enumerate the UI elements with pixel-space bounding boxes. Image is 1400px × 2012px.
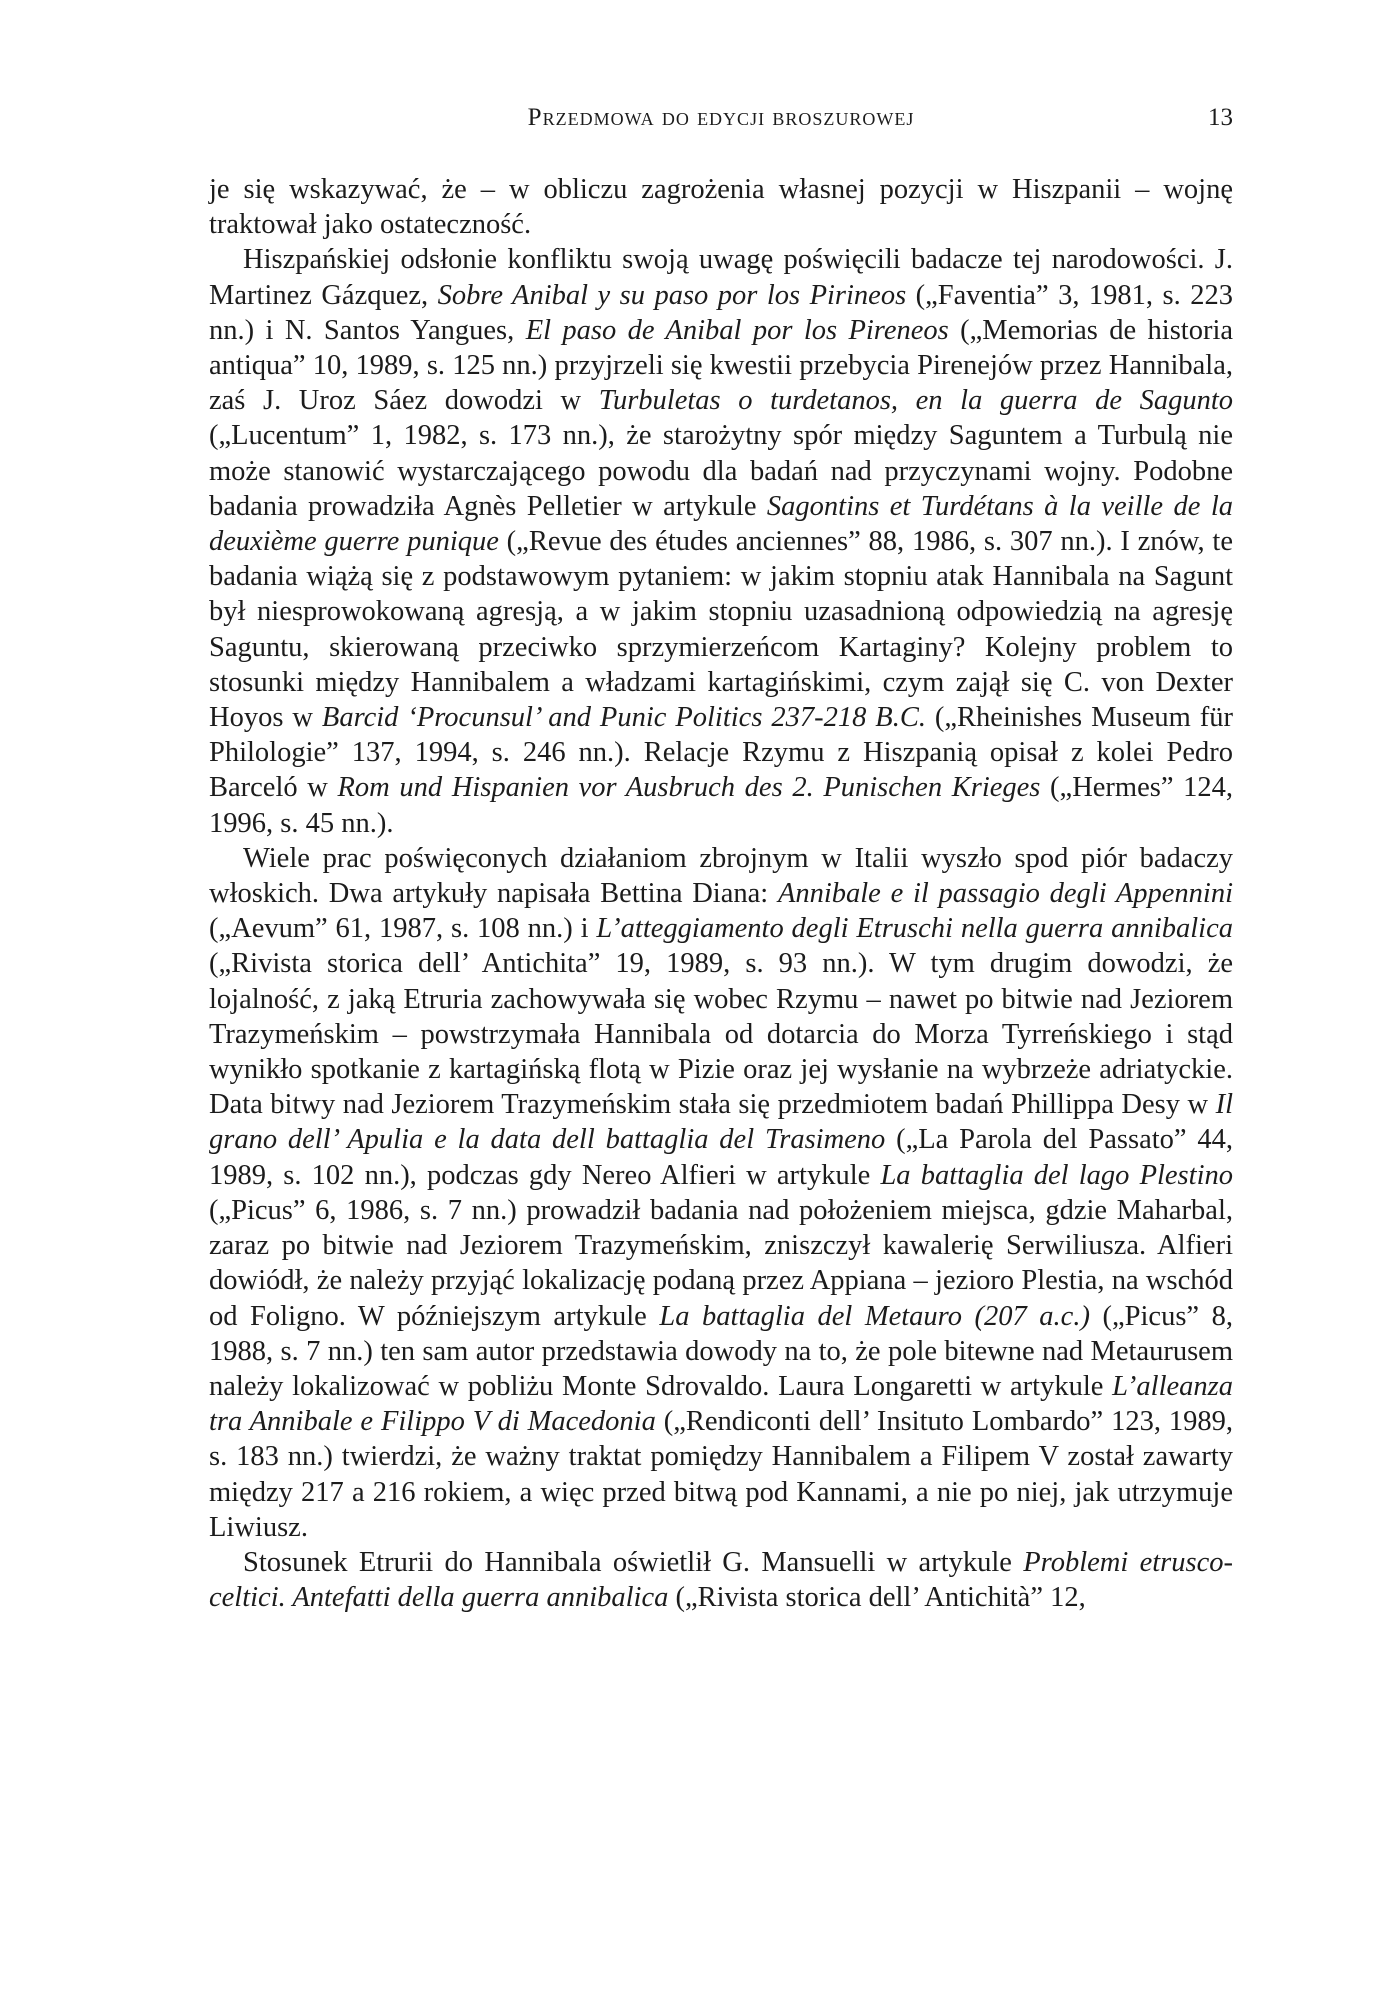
- paragraph: [209, 1545, 1233, 1615]
- italic-title: Annibale e il passagio degli Appennini: [777, 878, 1233, 910]
- text-run: („Rivista storica dell’ Antichità” 12,: [668, 1582, 1086, 1614]
- text-run: („Memorias de historia antiqua” 10, 1989, s. 125 nn.) przyjrzeli się kwestii przebycia Pirenejów przez Hannibala, zaś J. Uroz Sáez dowodzi w: [209, 314, 1234, 417]
- italic-title: Turbuletas o turdetanos, en la guerra de Sagunto: [598, 385, 1234, 417]
- text-run: („Picus” 6, 1986, s. 7 nn.) prowadził badania nad położeniem miejsca, gdzie Maharbal, zaraz po bitwie nad Jeziorem Trazymeńskim, zniszczył kawalerię Serwiliusza. Alfieri dowiódł, że należy przyjąć lokalizację podaną przez Appiana – jezioro Plestia, na wschód od Foligno. W późniejszym artykule: [209, 1194, 1233, 1332]
- italic-title: Sobre Anibal y su paso por los Pirineos: [437, 279, 907, 311]
- italic-title: Problemi etrusco-celtici. Antefatti della guerra annibalica: [209, 1546, 1233, 1614]
- text-run: („La Parola del Passato” 44, 1989, s. 102 nn.), podczas gdy Nereo Alfieri w artykule: [209, 1124, 1233, 1191]
- paragraph: [209, 841, 1233, 1545]
- body-text: [209, 172, 1233, 1615]
- italic-title: El paso de Anibal por los Pireneos: [525, 314, 949, 346]
- running-head: [209, 104, 1233, 136]
- text-run: („Aevum” 61, 1987, s. 108 nn.) i: [209, 913, 597, 945]
- text-run: Stosunek Etrurii do Hannibala oświetlił G. Mansuelli w artykule: [243, 1546, 1024, 1578]
- italic-title: L’atteggiamento degli Etruschi nella guerra annibalica: [596, 913, 1233, 945]
- text-run: („Rivista storica dell’ Antichita” 19, 1989, s. 93 nn.). W tym drugim dowodzi, że lojalność, z jaką Etruria zachowywała się wobec Rzymu – nawet po bitwie nad Jeziorem Trazymeńskim – powstrzymała Hannibala od dotarcia do Morza Tyrreńskiego i stąd wynikło spotkanie z kartagińską flotą w Pizie oraz jej wysłanie na wybrzeże adriatyckie. Data bitwy nad Jeziorem Trazymeńskim stała się przedmiotem badań Phillippa Desy w: [209, 948, 1233, 1121]
- text-run: („Lucentum” 1, 1982, s. 173 nn.), że starożytny spór między Saguntem a Turbulą nie może stanowić wystarczającego powodu dla badań nad przyczynami wojny. Podobne badania prowadziła Agnès Pelletier w artykule: [209, 420, 1233, 522]
- page-number: 13: [1208, 104, 1233, 131]
- paragraph: [209, 242, 1233, 840]
- text-run: Hiszpańskiej odsłonie konfliktu swoją uwagę poświęcili badacze tej narodowości. J. Martinez Gázquez,: [209, 244, 1233, 311]
- text-run: („Revue des études anciennes” 88, 1986, s. 307 nn.). I znów, te badania wiążą się z podstawowym pytaniem: w jakim stopniu atak Hannibala na Sagunt był niesprowokowaną agresją, a w jakim stopniu uzasadnioną odpowiedzią na agresję Saguntu, skierowaną przeciwko sprzymierzeńcom Kartaginy? Kolejny problem to stosunki między Hannibalem a władzami kartagińskimi, czym zajął się C. von Dexter Hoyos w: [209, 526, 1234, 734]
- text-run: Wiele prac poświęconych działaniom zbrojnym w Italii wyszło spod piór badaczy włoskich. Dwa artykuły napisała Bettina Diana:: [209, 842, 1233, 910]
- paragraph: [209, 172, 1233, 242]
- text-run: je się wskazywać, że – w obliczu zagrożenia własnej pozycji w Hiszpanii – wojnę traktował jako ostateczność.: [209, 174, 1233, 241]
- italic-title: Il grano dell’ Apulia e la data dell battaglia del Trasimeno: [209, 1089, 1233, 1156]
- text-run: („Picus” 8, 1988, s. 7 nn.) ten sam autor przedstawia dowody na to, że pole bitewne nad Metaurusem należy lokalizować w pobliżu Monte Sdrovaldo. Laura Longaretti w artykule: [209, 1300, 1233, 1402]
- text-run: („Rheinishes Museum für Philologie” 137, 1994, s. 246 nn.). Relacje Rzymu z Hiszpanią opisał z kolei Pedro Barceló w: [209, 702, 1233, 804]
- italic-title: L’alleanza tra Annibale e Filippo V di Macedonia: [209, 1370, 1233, 1438]
- text-run: („Rendiconti dell’ Insituto Lombardo” 123, 1989, s. 183 nn.) twierdzi, że ważny traktat pomiędzy Hannibalem a Filipem V został zawarty między 217 a 216 rokiem, a więc przed bitwą pod Kannami, a nie po niej, jak utrzymuje Liwiusz.: [209, 1406, 1233, 1543]
- running-title: Przedmowa do edycji broszurowej: [527, 104, 915, 131]
- text-run: („Hermes” 124, 1996, s. 45 nn.).: [209, 772, 1234, 839]
- italic-title: Barcid ‘Procunsul’ and Punic Politics 237-218 B.C.: [321, 702, 926, 734]
- text-run: („Faventia” 3, 1981, s. 223 nn.) i N. Santos Yangues,: [209, 279, 1233, 346]
- italic-title: Rom und Hispanien vor Ausbruch des 2. Punischen Krieges: [337, 772, 1041, 804]
- italic-title: La battaglia del Metauro (207 a.c.): [659, 1300, 1090, 1332]
- italic-title: La battaglia del lago Plestino: [880, 1159, 1233, 1191]
- italic-title: Sagontins et Turdétans à la veille de la deuxième guerre punique: [209, 490, 1233, 558]
